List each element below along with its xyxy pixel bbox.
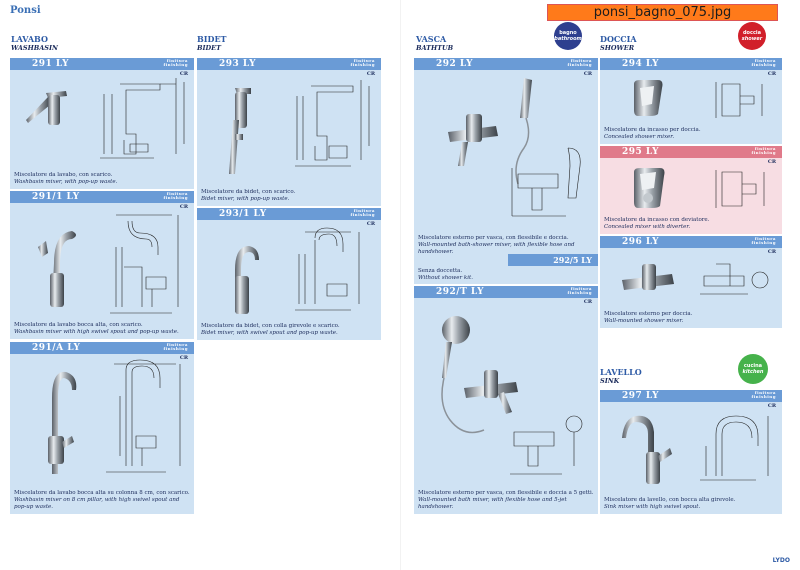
finish-label: finitura finishing <box>751 390 776 399</box>
section-lavello-it: LAVELLO <box>600 367 642 377</box>
product-desc-292-it: Miscelatore esterno per vasca, con flessibile e doccia. <box>418 235 569 241</box>
doccia-badge-en: shower <box>741 36 763 42</box>
product-desc-294-it: Miscelatore da incasso per doccia. <box>604 127 701 133</box>
product-code-293-text: 293 LY <box>219 59 257 69</box>
cucina-badge-en: kitchen <box>742 369 764 375</box>
product-desc-291-1-en: Washbasin mixer with high swivel spout and pop-up waste. <box>14 329 179 335</box>
product-code-295-text: 295 LY <box>622 147 660 157</box>
cr-code: CR <box>366 71 375 77</box>
product-card-293-1 <box>197 208 381 340</box>
product-desc-293 <box>201 189 377 203</box>
section-bidet-en: BIDET <box>197 44 221 52</box>
section-doccia <box>600 35 637 53</box>
product-desc-292-t <box>418 490 594 511</box>
wall-shower-mixer-image <box>618 258 678 298</box>
product-code-293 <box>197 58 381 70</box>
product-code-293-1 <box>197 208 381 220</box>
section-lavello-en: SINK <box>600 377 620 385</box>
product-code-291-1 <box>10 191 194 203</box>
section-lavabo-it: LAVABO <box>11 34 48 44</box>
product-desc-292-5-it: Senza doccetta. <box>418 268 463 274</box>
cr-code: CR <box>366 221 375 227</box>
product-card-291-a <box>10 342 194 514</box>
washbasin-high-faucet-image <box>32 213 82 313</box>
product-desc-293-en: Bidet mixer, with pop-up waste. <box>201 196 290 202</box>
finish-label: finitura finishing <box>350 58 375 67</box>
finish-label: finitura finishing <box>567 286 592 295</box>
section-vasca <box>416 35 453 53</box>
bagno-badge-it: bagno <box>559 30 577 36</box>
finish-label: finitura finishing <box>751 58 776 67</box>
product-desc-291-it: Miscelatore da lavabo, con scarico. <box>14 172 113 178</box>
product-desc-297-it: Miscelatore da lavello, con bocca alta girevole. <box>604 497 736 503</box>
cr-code: CR <box>179 355 188 361</box>
product-code-291-text: 291 LY <box>32 59 70 69</box>
product-desc-296-it: Miscelatore esterno per doccia. <box>604 311 693 317</box>
product-code-292-t-text: 292/T LY <box>436 287 485 297</box>
product-desc-293-1 <box>201 323 377 337</box>
section-doccia-en: SHOWER <box>600 44 635 52</box>
finish-label: finitura finishing <box>567 58 592 67</box>
product-desc-291-a <box>14 490 190 511</box>
product-code-291-a-text: 291/A LY <box>32 343 81 353</box>
product-desc-294 <box>604 127 778 141</box>
section-bidet <box>197 35 227 53</box>
section-bidet-it: BIDET <box>197 34 227 44</box>
cr-code: CR <box>179 71 188 77</box>
section-doccia-it: DOCCIA <box>600 34 637 44</box>
technical-drawing-293-1 <box>291 224 377 314</box>
technical-drawing-291-a <box>96 356 190 476</box>
product-code-292-t <box>414 286 598 298</box>
product-code-295 <box>600 146 782 158</box>
doccia-badge <box>738 22 766 50</box>
product-desc-292-5 <box>418 268 588 282</box>
technical-drawing-292-t <box>506 408 596 480</box>
product-code-294-text: 294 LY <box>622 59 660 69</box>
product-code-293-1-text: 293/1 LY <box>219 209 267 219</box>
product-desc-296-en: Wall-mounted shower mixer. <box>604 318 684 324</box>
product-desc-292 <box>418 235 588 256</box>
bidet-faucet-image <box>221 84 261 184</box>
finish-label: finitura finishing <box>163 342 188 351</box>
product-desc-292-5-en: Without shower kit. <box>418 275 473 281</box>
technical-drawing-293 <box>291 76 377 172</box>
technical-drawing-297 <box>696 406 778 486</box>
product-code-294 <box>600 58 782 70</box>
file-tag: ponsi_bagno_075.jpg <box>547 4 778 21</box>
technical-drawing-292 <box>508 144 594 230</box>
cucina-badge <box>738 354 768 384</box>
washbasin-pillar-faucet-image <box>32 362 82 482</box>
product-card-294 <box>600 58 782 144</box>
cr-code: CR <box>767 71 776 77</box>
product-desc-291-1-it: Miscelatore da lavabo bocca alta, con scarico. <box>14 322 143 328</box>
product-code-297 <box>600 390 782 402</box>
cr-code: CR <box>583 71 592 77</box>
product-desc-297 <box>604 497 778 511</box>
doccia-badge-it: doccia <box>742 30 761 36</box>
product-desc-294-en: Concealed shower mixer. <box>604 134 675 140</box>
product-desc-293-1-en: Bidet mixer, with swivel spout and pop-up waste. <box>201 330 338 336</box>
washbasin-faucet-image <box>26 83 76 133</box>
product-desc-295-it: Miscelatore da incasso con deviatore. <box>604 217 710 223</box>
product-code-291-a <box>10 342 194 354</box>
product-code-297-text: 297 LY <box>622 391 660 401</box>
product-card-293 <box>197 58 381 206</box>
product-desc-295 <box>604 217 778 231</box>
section-lavello <box>600 368 642 386</box>
product-code-292 <box>414 58 598 70</box>
technical-drawing-291 <box>90 74 190 162</box>
cucina-badge-it: cucina <box>743 363 763 369</box>
product-desc-291-a-it: Miscelatore da lavabo bocca alta su colonna 8 cm, con scarico. <box>14 490 190 496</box>
finish-label: finitura finishing <box>350 208 375 217</box>
cr-code: CR <box>179 204 188 210</box>
product-code-292-text: 292 LY <box>436 59 474 69</box>
cr-code: CR <box>767 249 776 255</box>
brand-title: Ponsi <box>10 5 41 16</box>
product-card-291-1 <box>10 191 194 339</box>
product-code-296 <box>600 236 782 248</box>
cr-code: CR <box>583 299 592 305</box>
product-desc-291-1 <box>14 322 190 336</box>
section-lavabo <box>11 35 58 53</box>
product-code-296-text: 296 LY <box>622 237 660 247</box>
product-desc-296 <box>604 311 778 325</box>
product-code-291-1-text: 291/1 LY <box>32 192 80 202</box>
product-card-297 <box>600 390 782 514</box>
product-desc-292-t-en: Wall-mounted bath mixer, with flexible hose and 5-jet handshower. <box>418 497 567 510</box>
product-desc-291-en: Washbasin mixer, with pop-up waste. <box>14 179 118 185</box>
product-desc-292-en: Wall-mounted bath-shower mixer, with flexible hose and handshower. <box>418 242 575 255</box>
page-gutter <box>400 0 401 570</box>
product-code-292-5: 292/5 LY <box>508 254 598 266</box>
sink-mixer-image <box>614 408 684 488</box>
product-card-292 <box>414 58 598 284</box>
product-card-292-t <box>414 286 598 514</box>
section-lavabo-en: WASHBASIN <box>11 44 58 52</box>
product-desc-292-t-it: Miscelatore esterno per vasca, con flessibile e doccia a 5 getti. <box>418 490 594 496</box>
bidet-swivel-faucet-image <box>215 230 265 320</box>
product-code-291 <box>10 58 194 70</box>
finish-label: finitura finishing <box>163 191 188 200</box>
product-desc-293-it: Miscelatore da bidet, con scarico. <box>201 189 296 195</box>
product-card-296 <box>600 236 782 328</box>
cr-code: CR <box>767 403 776 409</box>
technical-drawing-291-1 <box>102 207 190 319</box>
product-desc-291 <box>14 172 190 186</box>
technical-drawing-294 <box>710 76 776 124</box>
section-vasca-en: BATHTUB <box>416 44 454 52</box>
section-vasca-it: VASCA <box>416 34 447 44</box>
product-desc-297-en: Sink mixer with high swivel spout. <box>604 504 701 510</box>
bagno-badge <box>554 22 582 50</box>
product-desc-293-1-it: Miscelatore da bidet, con colla girevole e scarico. <box>201 323 340 329</box>
cr-code: CR <box>767 159 776 165</box>
concealed-shower-mixer-image <box>630 78 666 118</box>
finish-label: finitura finishing <box>163 58 188 67</box>
technical-drawing-295 <box>710 164 776 214</box>
page-number: LYDO <box>772 557 790 564</box>
technical-drawing-296 <box>696 254 776 304</box>
product-card-291 <box>10 58 194 189</box>
product-desc-291-a-en: Washbasin mixer on 8 cm pillar, with high swivel spout and pop-up waste. <box>14 497 180 510</box>
product-card-295 <box>600 146 782 234</box>
finish-label: finitura finishing <box>751 236 776 245</box>
product-desc-295-en: Concealed mixer with diverter. <box>604 224 691 230</box>
bagno-badge-en: bathroom <box>554 36 582 42</box>
concealed-diverter-mixer-image <box>630 166 670 210</box>
finish-label: finitura finishing <box>751 146 776 155</box>
